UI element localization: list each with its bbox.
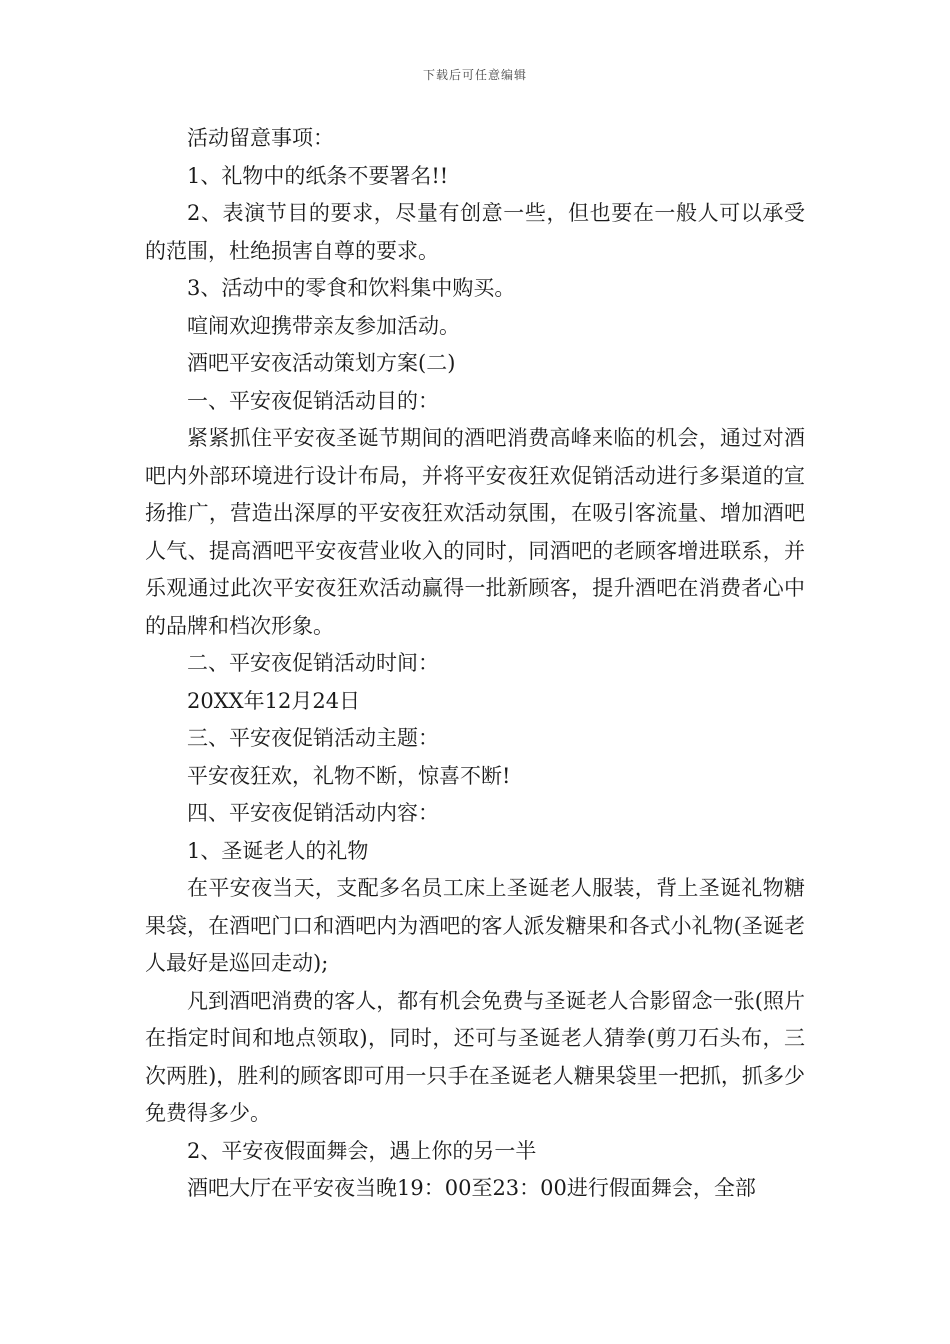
section-heading: 二、平安夜促销活动时间：	[187, 651, 439, 675]
section-heading: 一、平安夜促销活动目的：	[187, 388, 439, 413]
subsection-heading: 2、平安夜假面舞会，遇上你的另一半	[187, 1138, 537, 1163]
subsection-heading: 1、圣诞老人的礼物	[187, 838, 369, 863]
paragraph: 紧紧抓住平安夜圣诞节期间的酒吧消费高峰来临的机会，通过对酒吧内外部环境进行设计布局，并将平安夜狂欢促销活动进行多渠道的宣扬推广，营造出深厚的平安夜狂欢活动氛围，在吸引客流量、增加酒吧人气、提高酒吧平安夜营业收入的同时，同酒吧的老顾客增进联系，并乐观通过此次平安夜狂欢活动赢得一批新顾客，提升酒吧在消费者心中的品牌和档次形象。	[145, 426, 805, 638]
page-header: 下载后可任意编辑	[422, 68, 527, 82]
paragraph: 平安夜狂欢，礼物不断，惊喜不断!	[187, 763, 511, 788]
paragraph: 喧闹欢迎携带亲友参加活动。	[187, 313, 460, 338]
paragraph: 凡到酒吧消费的客人，都有机会免费与圣诞老人合影留念一张(照片在指定时间和地点领取)，同时，还可与圣诞老人猜拳(剪刀石头布，三次两胜)，胜利的顾客即可用一只手在圣诞老人糖果袋里一把抓，抓多少免费得多少。	[145, 988, 805, 1125]
paragraph: 2、表演节目的要求，尽量有创意一些，但也要在一般人可以承受的范围，杜绝损害自尊的要求。	[145, 201, 805, 263]
paragraph: 活动留意事项：	[187, 126, 334, 150]
paragraph: 3、活动中的零食和饮料集中购买。	[187, 276, 516, 300]
section-title: 酒吧平安夜活动策划方案(二)	[187, 351, 456, 375]
paragraph: 1、礼物中的纸条不要署名!!	[187, 163, 449, 188]
paragraph: 在平安夜当天，支配多名员工床上圣诞老人服装，背上圣诞礼物糖果袋，在酒吧门口和酒吧内为酒吧的客人派发糖果和各式小礼物(圣诞老人最好是巡回走动);	[145, 876, 805, 975]
paragraph: 酒吧大厅在平安夜当晚19：00至23：00进行假面舞会，全部	[187, 1176, 756, 1200]
section-heading: 三、平安夜促销活动主题：	[187, 726, 439, 750]
section-heading: 四、平安夜促销活动内容：	[187, 801, 439, 825]
paragraph: 20XX年12月24日	[187, 688, 361, 713]
document-body	[145, 120, 805, 1208]
